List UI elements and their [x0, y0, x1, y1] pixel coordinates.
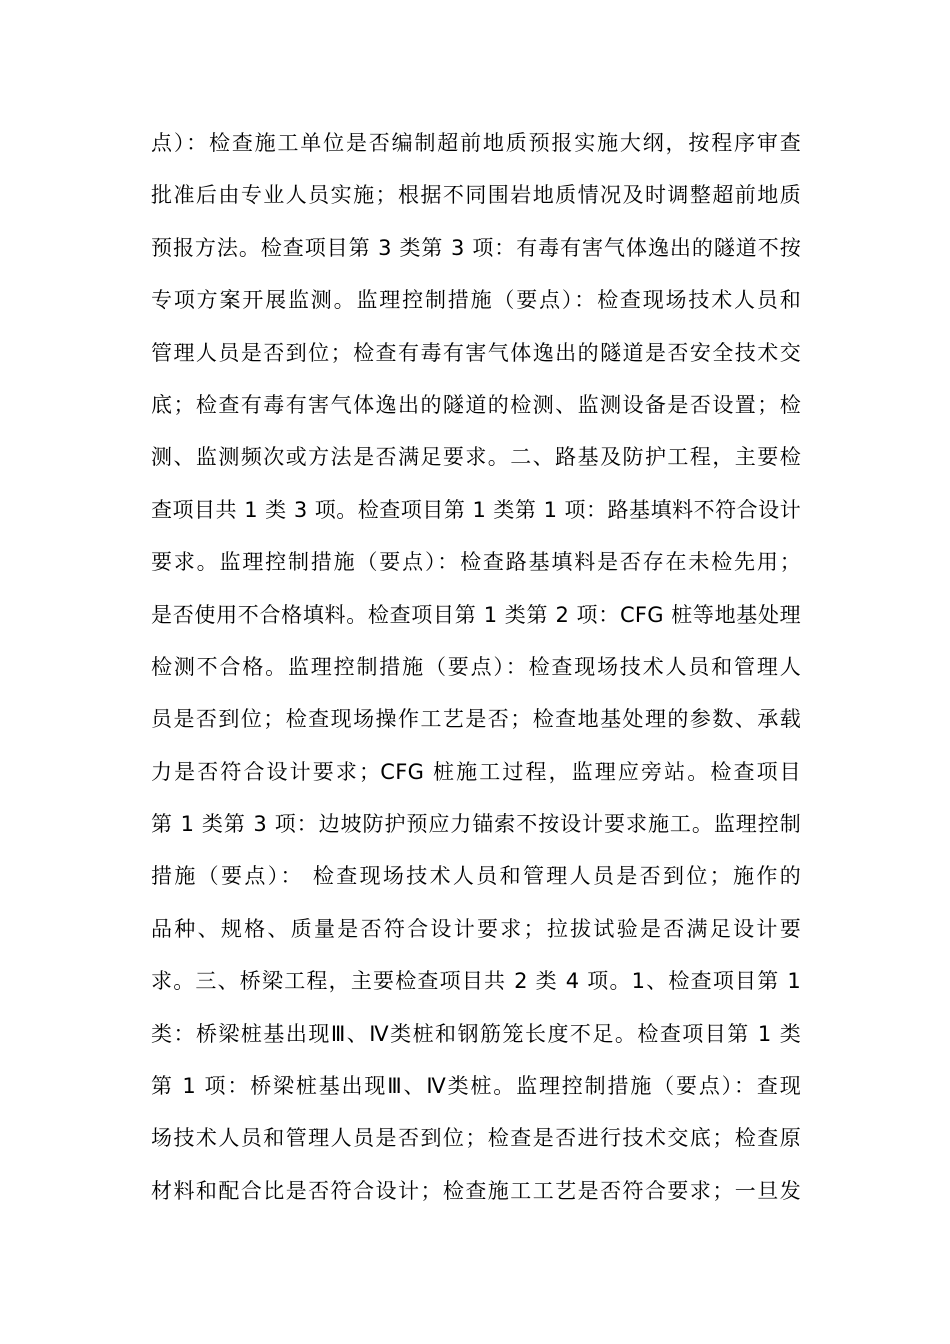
text-line: 底；检查有毒有害气体逸出的隧道的检测、监测设备是否设置；检	[151, 392, 801, 417]
text-line: 点）：检查施工单位是否编制超前地质预报实施大纲，按程序审查	[151, 131, 801, 155]
text-line: 检测不合格。监理控制措施（要点）：检查现场技术人员和管理人	[151, 654, 801, 679]
text-line: 批准后由专业人员实施；根据不同围岩地质情况及时调整超前地质	[151, 183, 801, 208]
text-line: 类：桥梁桩基出现Ⅲ、Ⅳ类桩和钢筋笼长度不足。检查项目第 1 类	[151, 1021, 801, 1046]
text-line: 材料和配合比是否符合设计；检查施工工艺是否符合要求；一旦发	[151, 1178, 801, 1203]
body-text	[151, 117, 801, 1217]
text-line: 测、监测频次或方法是否满足要求。二、路基及防护工程，主要检	[151, 445, 801, 470]
text-line: 品种、规格、质量是否符合设计要求；拉拔试验是否满足设计要	[151, 916, 801, 941]
text-line: 第 1 项：桥梁桩基出现Ⅲ、Ⅳ类桩。监理控制措施（要点）：查现	[151, 1074, 801, 1099]
text-line: 预报方法。检查项目第 3 类第 3 项：有毒有害气体逸出的隧道不按	[151, 235, 801, 260]
text-line: 员是否到位；检查现场操作工艺是否；检查地基处理的参数、承载	[151, 707, 801, 732]
text-line: 场技术人员和管理人员是否到位；检查是否进行技术交底；检查原	[151, 1126, 801, 1151]
text-line: 查项目共 1 类 3 项。检查项目第 1 类第 1 项：路基填料不符合设计	[151, 497, 801, 522]
text-line: 求。三、桥梁工程，主要检查项目共 2 类 4 项。1、检查项目第 1	[151, 969, 801, 994]
text-line: 措施（要点）： 检查现场技术人员和管理人员是否到位；施作的	[151, 864, 801, 889]
text-line: 第 1 类第 3 项：边坡防护预应力锚索不按设计要求施工。监理控制	[151, 812, 801, 837]
text-line: 管理人员是否到位；检查有毒有害气体逸出的隧道是否安全技术交	[151, 340, 801, 365]
text-line: 是否使用不合格填料。检查项目第 1 类第 2 项：CFG 桩等地基处理	[151, 602, 801, 627]
text-line: 力是否符合设计要求；CFG 桩施工过程，监理应旁站。检查项目	[151, 759, 801, 784]
text-line: 专项方案开展监测。监理控制措施（要点）：检查现场技术人员和	[151, 288, 801, 313]
text-line: 要求。监理控制措施（要点）：检查路基填料是否存在未检先用；	[151, 550, 801, 575]
